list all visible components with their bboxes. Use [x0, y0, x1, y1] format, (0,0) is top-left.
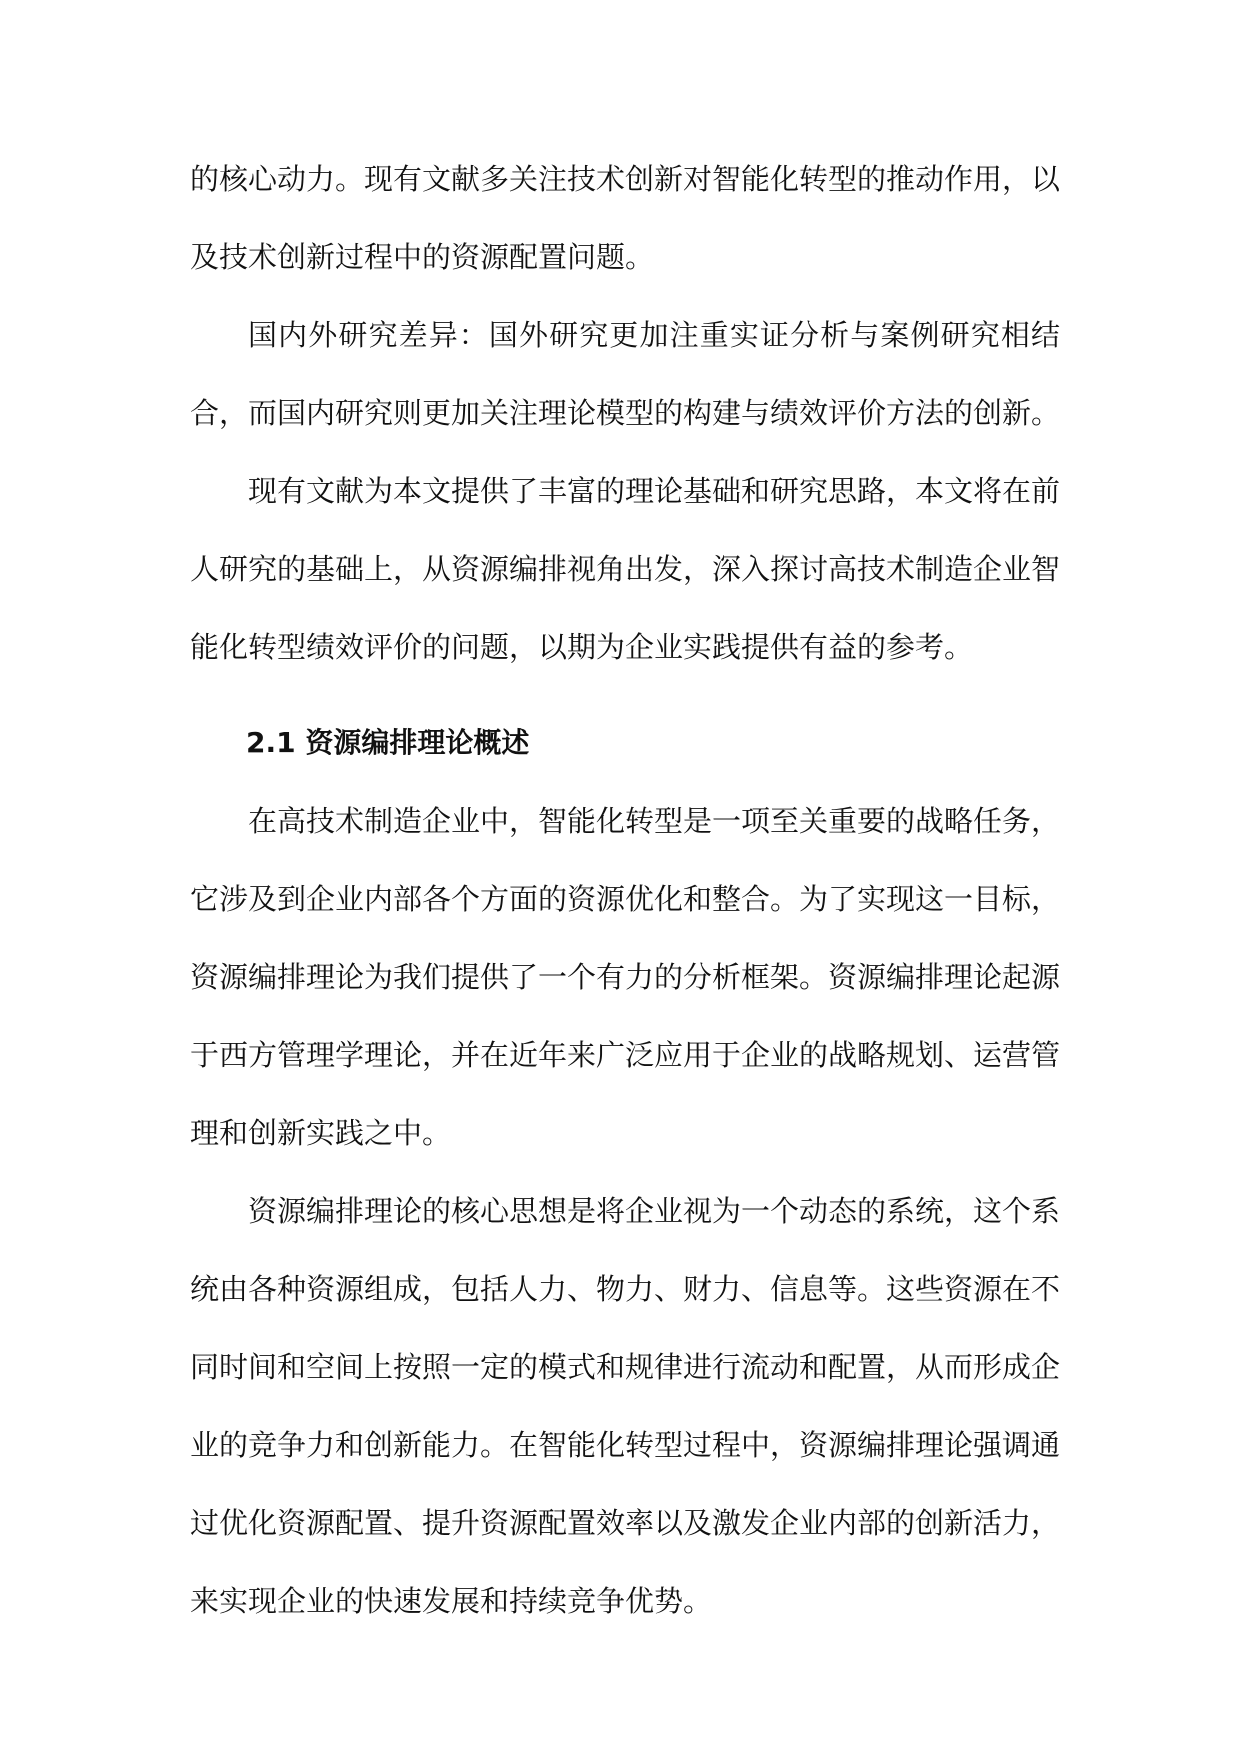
- paragraph-theory-intro: 在高技术制造企业中，智能化转型是一项至关重要的战略任务，它涉及到企业内部各个方面的资源优化和整合。为了实现这一目标，资源编排理论为我们提供了一个有力的分析框架。资源编排理论起源于西方管理学理论，并在近年来广泛应用于企业的战略规划、运营管理和创新实践之中。: [190, 804, 1061, 1150]
- section-heading: 2.1 资源编排理论概述: [246, 726, 530, 759]
- paragraph-theory-core: 资源编排理论的核心思想是将企业视为一个动态的系统，这个系统由各种资源组成，包括人力、物力、财力、信息等。这些资源在不同时间和空间上按照一定的模式和规律进行流动和配置，从而形成企业的竞争力和创新能力。在智能化转型过程中，资源编排理论强调通过优化资源配置、提升资源配置效率以及激发企业内部的创新活力，来实现企业的快速发展和持续竞争优势。: [190, 1194, 1061, 1618]
- paragraph-literature-summary: 现有文献为本文提供了丰富的理论基础和研究思路，本文将在前人研究的基础上，从资源编排视角出发，深入探讨高技术制造企业智能化转型绩效评价的问题，以期为企业实践提供有益的参考。: [190, 474, 1061, 664]
- paragraph-continuation: 的核心动力。现有文献多关注技术创新对智能化转型的推动作用，以及技术创新过程中的资源配置问题。: [190, 162, 1061, 274]
- paragraph-research-differences: 国内外研究差异：国外研究更加注重实证分析与案例研究相结合，而国内研究则更加关注理论模型的构建与绩效评价方法的创新。: [190, 318, 1061, 430]
- document-body: [190, 140, 1060, 1640]
